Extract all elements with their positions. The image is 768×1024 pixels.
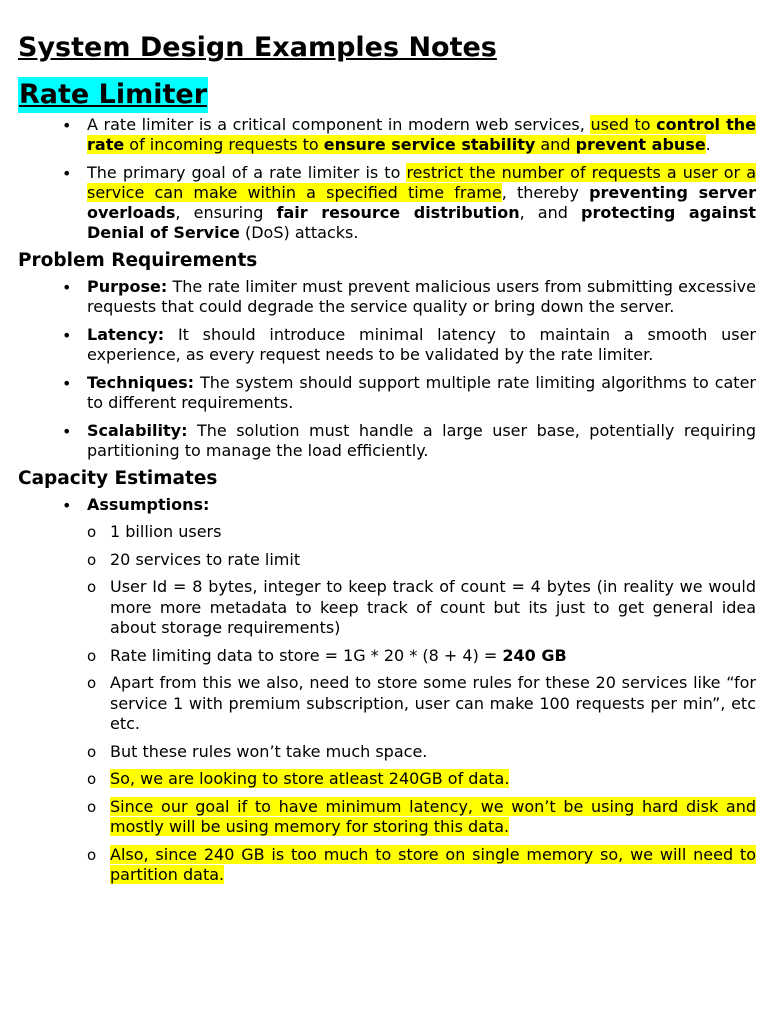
list-item: o 20 services to rate limit (87, 549, 301, 569)
list-item: • Assumptions: (62, 495, 210, 515)
list-item: • Latency: It should introduce minimal latency to maintain a smooth user experience, as every request needs to be validated by the rate limiter. (62, 325, 756, 364)
list-item: • Purpose: The rate limiter must prevent malicious users from submitting excessive requests that could degrade the service quality or bring down the server. (62, 277, 756, 316)
requirements-list (18, 277, 756, 461)
bullet-icon: • (62, 374, 72, 393)
list-item: o Rate limiting data to store = 1G * 20 * (8 + 4) = 240 GB (87, 645, 567, 665)
bullet-icon: • (62, 422, 72, 441)
list-item: • Scalability: The solution must handle a large user base, potentially requiring partitioning to manage the load efficiently. (62, 421, 756, 460)
section-title-rate-limiter: Rate Limiter (18, 77, 208, 113)
heading-capacity-estimates: Capacity Estimates (18, 468, 218, 489)
assumptions-list (18, 522, 756, 886)
bullet-icon: • (62, 164, 72, 183)
heading-problem-requirements: Problem Requirements (18, 250, 258, 271)
list-item: o So, we are looking to store atleast 240GB of data. (87, 769, 510, 788)
list-item: o User Id = 8 bytes, integer to keep track of count = 4 bytes (in reality we would more more metadata to keep track of count but its just to get general idea about storage requirements) (87, 577, 756, 637)
sub-bullet-icon: o (87, 646, 97, 665)
bullet-icon: • (62, 278, 72, 297)
list-item: • Techniques: The system should support multiple rate limiting algorithms to cater to different requirements. (62, 373, 756, 412)
sub-bullet-icon: o (87, 742, 97, 761)
sub-bullet-icon: o (87, 550, 97, 569)
document-page (18, 30, 756, 886)
bullet-icon: • (62, 326, 72, 345)
document-title: System Design Examples Notes (18, 32, 497, 63)
list-item: • A rate limiter is a critical component in modern web services, used to control the rate of incoming requests to ensure service stability and prevent abuse. (62, 115, 757, 154)
list-item: o 1 billion users (87, 522, 222, 541)
list-item: o Apart from this we also, need to store some rules for these 20 services like “for service 1 with premium subscription, user can make 100 requests per min”, etc etc. (87, 673, 756, 733)
intro-list (18, 115, 756, 243)
sub-bullet-icon: o (87, 770, 97, 788)
list-item: o But these rules won’t take much space. (87, 741, 428, 761)
capacity-list (18, 495, 756, 515)
list-item: o Also, since 240 GB is too much to store on single memory so, we will need to partition data. (87, 844, 756, 884)
sub-bullet-icon: o (87, 578, 97, 596)
list-item: o Since our goal if to have minimum latency, we won’t be using hard disk and mostly will be using memory for storing this data. (87, 796, 756, 836)
sub-bullet-icon: o (87, 674, 97, 692)
sub-bullet-icon: o (87, 797, 97, 816)
list-item: • The primary goal of a rate limiter is to restrict the number of requests a user or a service can make within a specified time frame, thereby preventing server overloads, ensuring fair resource distribution, and protecting against Denial of Service (DoS) attacks. (62, 163, 757, 242)
bullet-icon: • (62, 496, 72, 515)
bullet-icon: • (62, 116, 72, 135)
sub-bullet-icon: o (87, 845, 97, 864)
sub-bullet-icon: o (87, 523, 97, 541)
